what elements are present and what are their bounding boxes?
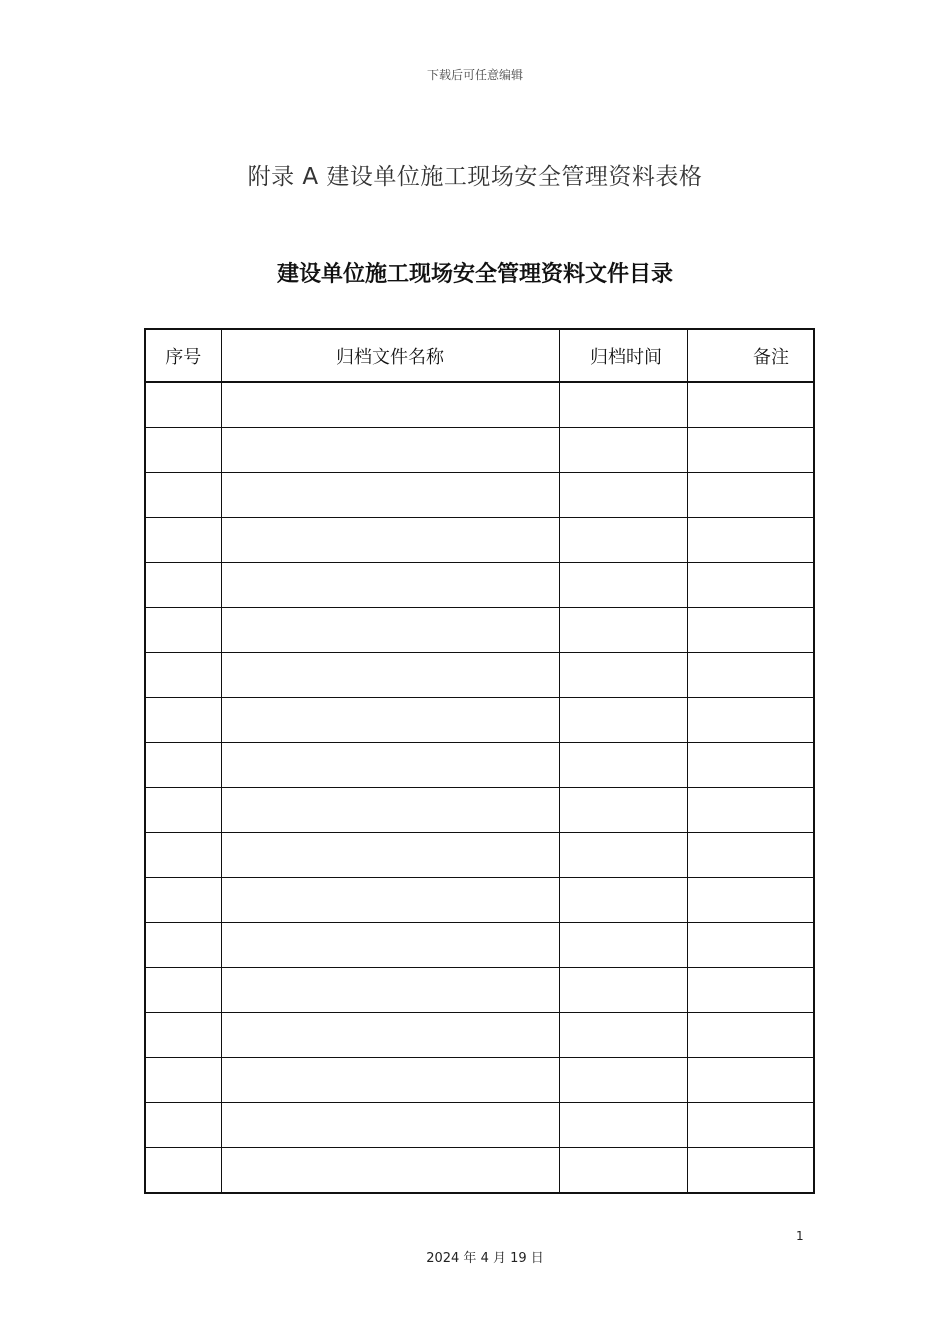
cell-file-name[interactable] [221,1013,559,1058]
table-row [145,743,814,788]
cell-seq[interactable] [145,1103,221,1148]
cell-archive-time[interactable] [559,698,687,743]
table-row [145,878,814,923]
table-row [145,833,814,878]
cell-archive-time[interactable] [559,923,687,968]
cell-archive-time[interactable] [559,968,687,1013]
cell-remarks[interactable] [687,382,814,428]
cell-remarks[interactable] [687,563,814,608]
cell-file-name[interactable] [221,878,559,923]
cell-remarks[interactable] [687,653,814,698]
cell-archive-time[interactable] [559,788,687,833]
cell-file-name[interactable] [221,653,559,698]
table-row [145,1103,814,1148]
cell-file-name[interactable] [221,1103,559,1148]
table-row [145,563,814,608]
table-body [145,382,814,1193]
cell-seq[interactable] [145,1058,221,1103]
cell-remarks[interactable] [687,473,814,518]
appendix-title: 附录 A 建设单位施工现场安全管理资料表格 [247,164,703,190]
table-row [145,698,814,743]
cell-remarks[interactable] [687,1103,814,1148]
cell-remarks[interactable] [687,1148,814,1194]
cell-archive-time[interactable] [559,1148,687,1194]
column-header-remarks: 备注 [687,329,814,382]
column-header-seq: 序号 [145,329,221,382]
cell-archive-time[interactable] [559,878,687,923]
table-row [145,382,814,428]
table-row [145,608,814,653]
cell-remarks[interactable] [687,1013,814,1058]
cell-archive-time[interactable] [559,1103,687,1148]
table-row [145,1058,814,1103]
table-header-row [145,329,814,382]
table-row [145,1148,814,1194]
header-note: 下载后可任意编辑 [426,68,523,82]
cell-remarks[interactable] [687,923,814,968]
cell-archive-time[interactable] [559,1058,687,1103]
cell-seq[interactable] [145,608,221,653]
table-row [145,923,814,968]
cell-seq[interactable] [145,1148,221,1194]
cell-file-name[interactable] [221,1148,559,1194]
cell-seq[interactable] [145,788,221,833]
cell-archive-time[interactable] [559,653,687,698]
cell-archive-time[interactable] [559,743,687,788]
cell-seq[interactable] [145,968,221,1013]
cell-seq[interactable] [145,923,221,968]
cell-remarks[interactable] [687,788,814,833]
table-row [145,518,814,563]
cell-file-name[interactable] [221,608,559,653]
column-header-archive-time: 归档时间 [559,329,687,382]
cell-file-name[interactable] [221,382,559,428]
cell-archive-time[interactable] [559,563,687,608]
cell-seq[interactable] [145,878,221,923]
cell-remarks[interactable] [687,968,814,1013]
cell-file-name[interactable] [221,428,559,473]
cell-seq[interactable] [145,473,221,518]
cell-file-name[interactable] [221,1058,559,1103]
cell-seq[interactable] [145,428,221,473]
table-row [145,788,814,833]
cell-file-name[interactable] [221,968,559,1013]
cell-file-name[interactable] [221,833,559,878]
cell-file-name[interactable] [221,518,559,563]
cell-seq[interactable] [145,653,221,698]
cell-remarks[interactable] [687,428,814,473]
cell-file-name[interactable] [221,743,559,788]
column-header-file-name: 归档文件名称 [221,329,559,382]
cell-remarks[interactable] [687,1058,814,1103]
page-number: 1 [796,1229,804,1243]
cell-seq[interactable] [145,382,221,428]
cell-remarks[interactable] [687,878,814,923]
cell-archive-time[interactable] [559,608,687,653]
cell-archive-time[interactable] [559,518,687,563]
footer-date: 2024 年 4 月 19 日 [426,1251,544,1266]
cell-seq[interactable] [145,743,221,788]
cell-archive-time[interactable] [559,428,687,473]
cell-seq[interactable] [145,833,221,878]
cell-seq[interactable] [145,518,221,563]
cell-file-name[interactable] [221,563,559,608]
cell-archive-time[interactable] [559,833,687,878]
table-row [145,428,814,473]
table-row [145,968,814,1013]
cell-seq[interactable] [145,1013,221,1058]
cell-file-name[interactable] [221,698,559,743]
cell-archive-time[interactable] [559,1013,687,1058]
cell-file-name[interactable] [221,473,559,518]
cell-remarks[interactable] [687,698,814,743]
table-row [145,473,814,518]
table-row [145,1013,814,1058]
cell-archive-time[interactable] [559,473,687,518]
cell-seq[interactable] [145,563,221,608]
cell-file-name[interactable] [221,923,559,968]
document-title: 建设单位施工现场安全管理资料文件目录 [276,262,673,287]
cell-remarks[interactable] [687,833,814,878]
table-row [145,653,814,698]
cell-archive-time[interactable] [559,382,687,428]
cell-seq[interactable] [145,698,221,743]
cell-remarks[interactable] [687,743,814,788]
cell-remarks[interactable] [687,518,814,563]
cell-remarks[interactable] [687,608,814,653]
catalog-table [144,328,815,1194]
cell-file-name[interactable] [221,788,559,833]
